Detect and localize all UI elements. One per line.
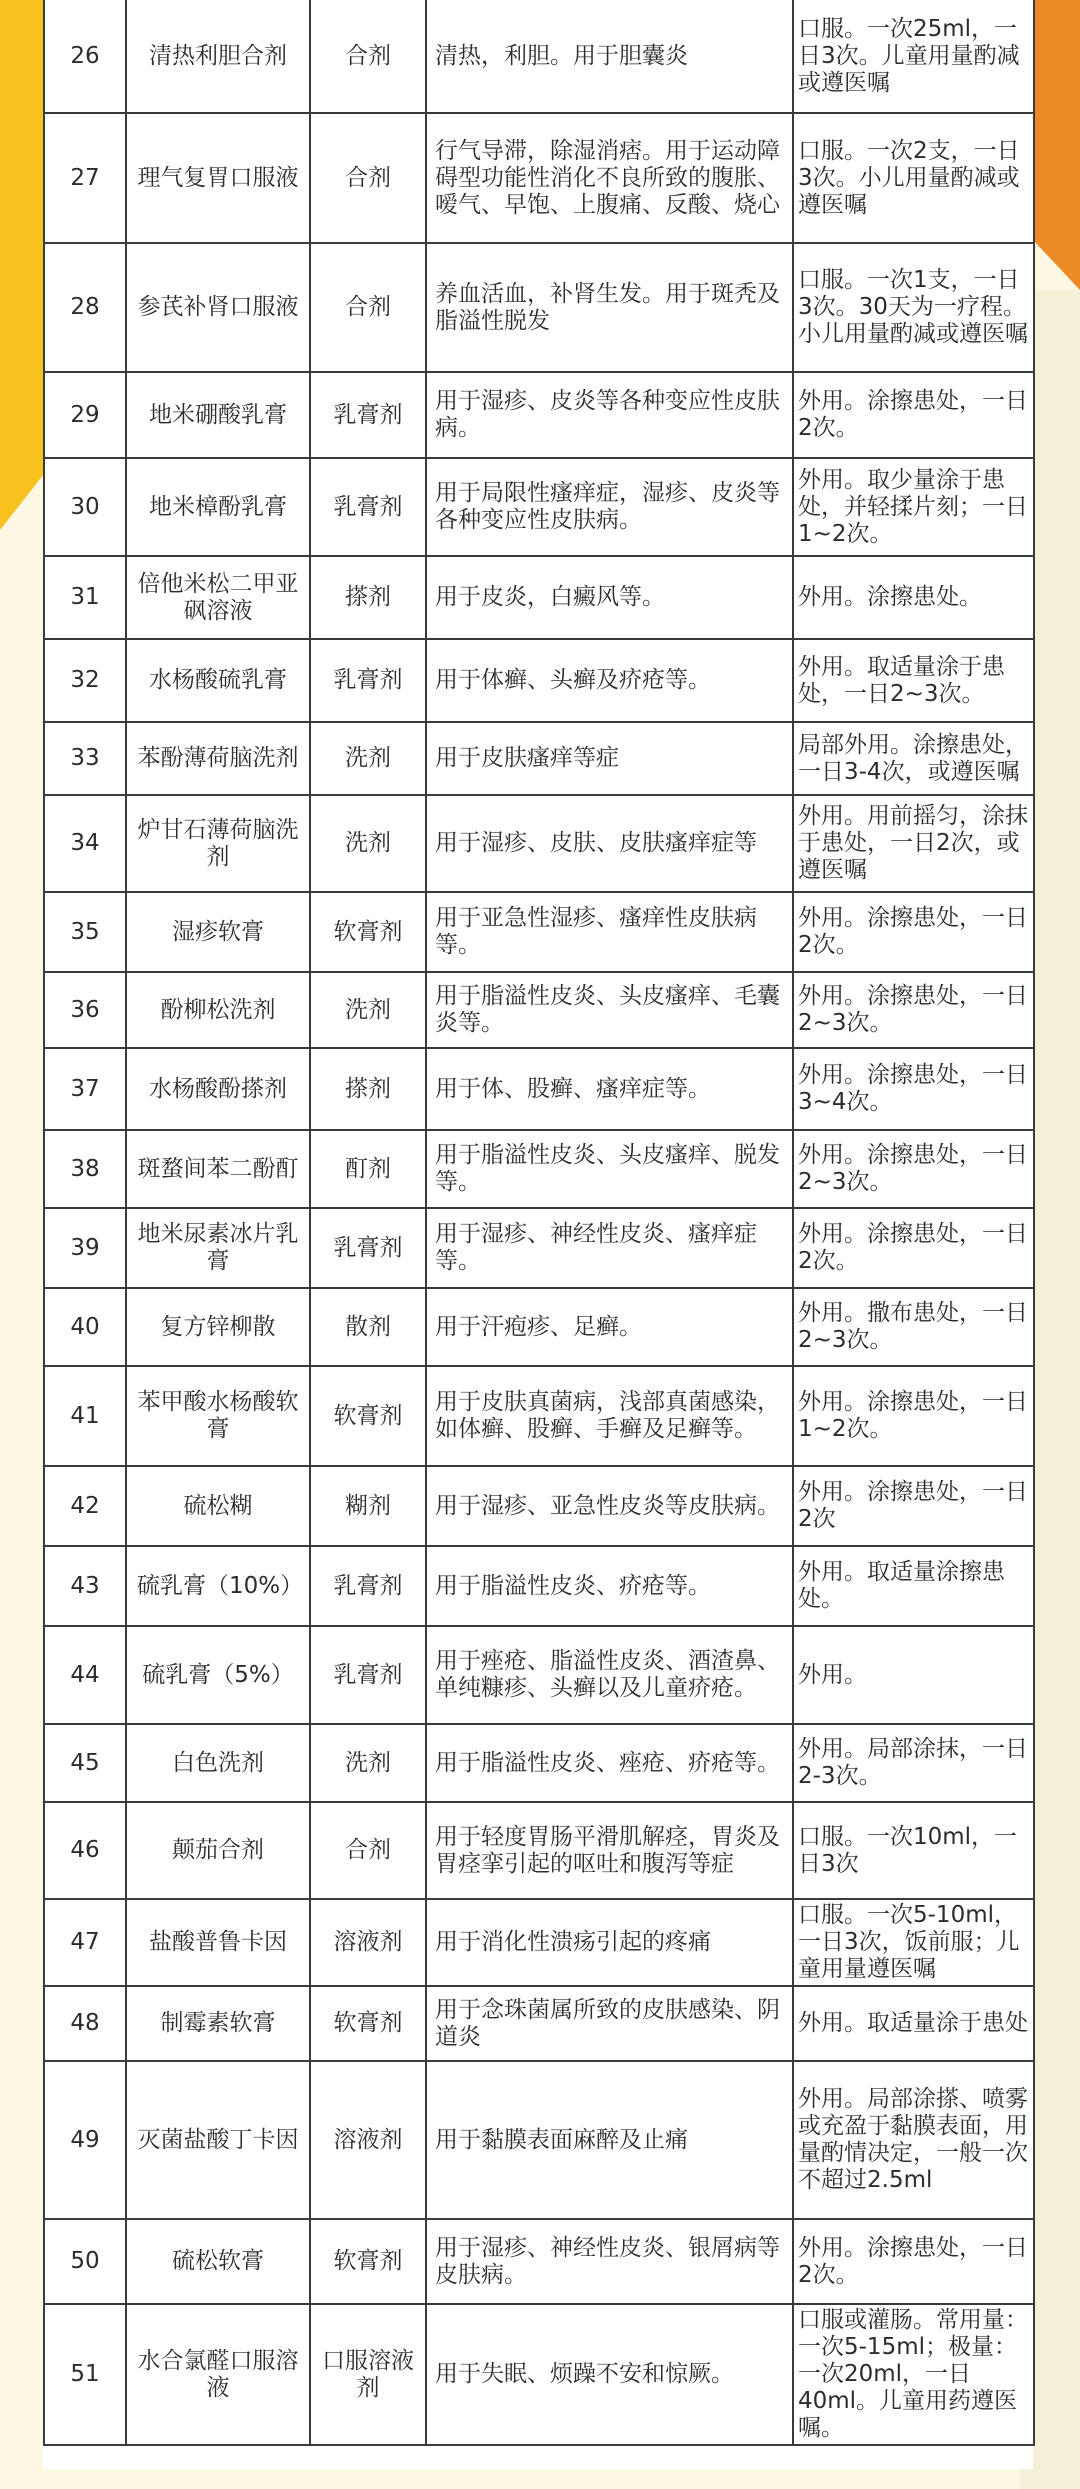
cell-no: 51 bbox=[44, 2304, 126, 2445]
cell-name: 清热利胆合剂 bbox=[126, 0, 310, 113]
cell-usage: 局部外用。涂擦患处，一日3-4次，或遵医嘱 bbox=[793, 722, 1034, 795]
cell-no: 47 bbox=[44, 1899, 126, 1986]
drug-table-sheet bbox=[43, 0, 1033, 2469]
cell-usage: 外用。涂擦患处，一日3~4次。 bbox=[793, 1048, 1034, 1130]
cell-no: 41 bbox=[44, 1366, 126, 1466]
cell-no: 31 bbox=[44, 556, 126, 639]
cell-form: 合剂 bbox=[310, 1802, 426, 1899]
cell-form: 软膏剂 bbox=[310, 1366, 426, 1466]
cell-use: 用于脂溢性皮炎、头皮瘙痒、脱发等。 bbox=[426, 1130, 793, 1208]
cell-form: 溶液剂 bbox=[310, 1899, 426, 1986]
cell-use: 用于体癣、头癣及疥疮等。 bbox=[426, 639, 793, 722]
cell-use: 用于脂溢性皮炎、疥疮等。 bbox=[426, 1546, 793, 1626]
cell-form: 糊剂 bbox=[310, 1466, 426, 1546]
cell-form: 乳膏剂 bbox=[310, 1546, 426, 1626]
cell-usage: 外用。取适量涂于患处，一日2~3次。 bbox=[793, 639, 1034, 722]
cell-usage: 外用。涂擦患处，一日2次。 bbox=[793, 1208, 1034, 1288]
table-row bbox=[44, 113, 1034, 243]
table-row bbox=[44, 458, 1034, 556]
cell-use: 用于脂溢性皮炎、头皮瘙痒、毛囊炎等。 bbox=[426, 972, 793, 1048]
cell-form: 搽剂 bbox=[310, 556, 426, 639]
table-row bbox=[44, 1466, 1034, 1546]
table-row bbox=[44, 1048, 1034, 1130]
cell-form: 洗剂 bbox=[310, 1724, 426, 1802]
cell-usage: 外用。涂擦患处，一日1~2次。 bbox=[793, 1366, 1034, 1466]
cell-use: 用于局限性瘙痒症，湿疹、皮炎等各种变应性皮肤病。 bbox=[426, 458, 793, 556]
table-row bbox=[44, 1802, 1034, 1899]
table-row bbox=[44, 1899, 1034, 1986]
table-row bbox=[44, 1986, 1034, 2061]
cell-use: 行气导滞，除湿消痞。用于运动障碍型功能性消化不良所致的腹胀、嗳气、早饱、上腹痛、反酸、烧心 bbox=[426, 113, 793, 243]
drug-table-body bbox=[44, 0, 1034, 2445]
cell-no: 34 bbox=[44, 795, 126, 892]
cell-usage: 外用。取少量涂于患处，并轻揉片刻；一日1~2次。 bbox=[793, 458, 1034, 556]
table-row bbox=[44, 795, 1034, 892]
cell-no: 28 bbox=[44, 243, 126, 372]
cell-usage: 口服。一次5-10ml，一日3次，饭前服；儿童用量遵医嘱 bbox=[793, 1899, 1034, 1986]
cell-no: 32 bbox=[44, 639, 126, 722]
cell-usage: 外用。用前摇匀，涂抹于患处，一日2次，或遵医嘱 bbox=[793, 795, 1034, 892]
table-row bbox=[44, 892, 1034, 972]
cell-use: 用于汗疱疹、足癣。 bbox=[426, 1288, 793, 1366]
cell-name: 参芪补肾口服液 bbox=[126, 243, 310, 372]
cell-form: 乳膏剂 bbox=[310, 639, 426, 722]
cell-no: 48 bbox=[44, 1986, 126, 2061]
cell-use: 用于轻度胃肠平滑肌解痉，胃炎及胃痉挛引起的呕吐和腹泻等症 bbox=[426, 1802, 793, 1899]
cell-use: 用于皮肤瘙痒等症 bbox=[426, 722, 793, 795]
cell-no: 29 bbox=[44, 372, 126, 458]
cell-name: 盐酸普鲁卡因 bbox=[126, 1899, 310, 1986]
cell-no: 36 bbox=[44, 972, 126, 1048]
cell-usage: 外用。撒布患处，一日2~3次。 bbox=[793, 1288, 1034, 1366]
cell-no: 46 bbox=[44, 1802, 126, 1899]
cell-name: 炉甘石薄荷脑洗剂 bbox=[126, 795, 310, 892]
cell-no: 37 bbox=[44, 1048, 126, 1130]
cell-usage: 外用。 bbox=[793, 1626, 1034, 1724]
cell-form: 洗剂 bbox=[310, 722, 426, 795]
cell-name: 地米尿素冰片乳膏 bbox=[126, 1208, 310, 1288]
cell-usage: 外用。涂擦患处，一日2~3次。 bbox=[793, 972, 1034, 1048]
cell-no: 44 bbox=[44, 1626, 126, 1724]
cell-name: 倍他米松二甲亚砜溶液 bbox=[126, 556, 310, 639]
table-row bbox=[44, 243, 1034, 372]
table-row bbox=[44, 1130, 1034, 1208]
cell-no: 30 bbox=[44, 458, 126, 556]
cell-name: 硫松糊 bbox=[126, 1466, 310, 1546]
cell-no: 40 bbox=[44, 1288, 126, 1366]
cell-use: 用于失眠、烦躁不安和惊厥。 bbox=[426, 2304, 793, 2445]
cell-usage: 外用。涂擦患处，一日2~3次。 bbox=[793, 1130, 1034, 1208]
cell-name: 酚柳松洗剂 bbox=[126, 972, 310, 1048]
cell-form: 洗剂 bbox=[310, 972, 426, 1048]
cell-form: 合剂 bbox=[310, 0, 426, 113]
cell-name: 硫乳膏（5%） bbox=[126, 1626, 310, 1724]
cell-form: 软膏剂 bbox=[310, 1986, 426, 2061]
cell-usage: 口服。一次1支，一日3次。30天为一疗程。小儿用量酌减或遵医嘱 bbox=[793, 243, 1034, 372]
cell-name: 颠茄合剂 bbox=[126, 1802, 310, 1899]
cell-use: 用于亚急性湿疹、瘙痒性皮肤病等。 bbox=[426, 892, 793, 972]
cell-use: 用于皮炎，白癜风等。 bbox=[426, 556, 793, 639]
cell-form: 合剂 bbox=[310, 243, 426, 372]
cell-use: 用于脂溢性皮炎、痤疮、疥疮等。 bbox=[426, 1724, 793, 1802]
cell-name: 硫松软膏 bbox=[126, 2219, 310, 2304]
table-row bbox=[44, 972, 1034, 1048]
table-row bbox=[44, 2061, 1034, 2219]
cell-name: 复方锌柳散 bbox=[126, 1288, 310, 1366]
cell-name: 硫乳膏（10%） bbox=[126, 1546, 310, 1626]
cell-no: 49 bbox=[44, 2061, 126, 2219]
cell-usage: 外用。涂擦患处，一日2次。 bbox=[793, 372, 1034, 458]
cell-form: 搽剂 bbox=[310, 1048, 426, 1130]
cell-name: 斑蝥间苯二酚酊 bbox=[126, 1130, 310, 1208]
cell-no: 43 bbox=[44, 1546, 126, 1626]
cell-name: 理气复胃口服液 bbox=[126, 113, 310, 243]
cell-name: 水杨酸硫乳膏 bbox=[126, 639, 310, 722]
cell-form: 软膏剂 bbox=[310, 892, 426, 972]
table-row bbox=[44, 1626, 1034, 1724]
cell-no: 26 bbox=[44, 0, 126, 113]
cell-form: 溶液剂 bbox=[310, 2061, 426, 2219]
drug-table bbox=[43, 0, 1035, 2446]
cell-form: 散剂 bbox=[310, 1288, 426, 1366]
cell-usage: 外用。涂擦患处，一日2次。 bbox=[793, 892, 1034, 972]
cell-no: 33 bbox=[44, 722, 126, 795]
cell-usage: 外用。涂擦患处。 bbox=[793, 556, 1034, 639]
cell-name: 地米樟酚乳膏 bbox=[126, 458, 310, 556]
cell-no: 39 bbox=[44, 1208, 126, 1288]
table-row bbox=[44, 372, 1034, 458]
cell-use: 养血活血，补肾生发。用于斑秃及脂溢性脱发 bbox=[426, 243, 793, 372]
cell-usage: 口服。一次25ml，一日3次。儿童用量酌减或遵医嘱 bbox=[793, 0, 1034, 113]
table-row bbox=[44, 1208, 1034, 1288]
cell-use: 用于皮肤真菌病，浅部真菌感染，如体癣、股癣、手癣及足癣等。 bbox=[426, 1366, 793, 1466]
cell-use: 用于湿疹、亚急性皮炎等皮肤病。 bbox=[426, 1466, 793, 1546]
cell-form: 合剂 bbox=[310, 113, 426, 243]
table-row bbox=[44, 2304, 1034, 2445]
cell-no: 38 bbox=[44, 1130, 126, 1208]
cell-usage: 口服。一次10ml，一日3次 bbox=[793, 1802, 1034, 1899]
cell-form: 乳膏剂 bbox=[310, 1626, 426, 1724]
cell-form: 口服溶液剂 bbox=[310, 2304, 426, 2445]
cell-form: 乳膏剂 bbox=[310, 458, 426, 556]
cell-form: 乳膏剂 bbox=[310, 372, 426, 458]
cell-name: 制霉素软膏 bbox=[126, 1986, 310, 2061]
table-row bbox=[44, 722, 1034, 795]
table-row bbox=[44, 556, 1034, 639]
cell-no: 42 bbox=[44, 1466, 126, 1546]
cell-use: 用于湿疹、神经性皮炎、瘙痒症等。 bbox=[426, 1208, 793, 1288]
cell-name: 灭菌盐酸丁卡因 bbox=[126, 2061, 310, 2219]
cell-name: 水杨酸酚搽剂 bbox=[126, 1048, 310, 1130]
table-row bbox=[44, 0, 1034, 113]
cell-use: 用于体、股癣、瘙痒症等。 bbox=[426, 1048, 793, 1130]
cell-name: 苯甲酸水杨酸软膏 bbox=[126, 1366, 310, 1466]
table-row bbox=[44, 1724, 1034, 1802]
cell-use: 用于念珠菌属所致的皮肤感染、阴道炎 bbox=[426, 1986, 793, 2061]
table-row bbox=[44, 1366, 1034, 1466]
cell-name: 白色洗剂 bbox=[126, 1724, 310, 1802]
cell-usage: 外用。局部涂搽、喷雾或充盈于黏膜表面，用量酌情决定，一般一次不超过2.5ml bbox=[793, 2061, 1034, 2219]
cell-name: 地米硼酸乳膏 bbox=[126, 372, 310, 458]
cell-use: 用于湿疹、皮炎等各种变应性皮肤病。 bbox=[426, 372, 793, 458]
cell-usage: 口服。一次2支，一日3次。小儿用量酌减或遵医嘱 bbox=[793, 113, 1034, 243]
cell-name: 水合氯醛口服溶液 bbox=[126, 2304, 310, 2445]
cell-form: 软膏剂 bbox=[310, 2219, 426, 2304]
cell-use: 用于黏膜表面麻醉及止痛 bbox=[426, 2061, 793, 2219]
table-row bbox=[44, 2219, 1034, 2304]
table-row bbox=[44, 1288, 1034, 1366]
cell-usage: 外用。涂擦患处，一日2次 bbox=[793, 1466, 1034, 1546]
cell-use: 清热，利胆。用于胆囊炎 bbox=[426, 0, 793, 113]
cell-no: 35 bbox=[44, 892, 126, 972]
cell-form: 酊剂 bbox=[310, 1130, 426, 1208]
cell-form: 洗剂 bbox=[310, 795, 426, 892]
cell-usage: 外用。取适量涂于患处 bbox=[793, 1986, 1034, 2061]
cell-name: 湿疹软膏 bbox=[126, 892, 310, 972]
cell-no: 27 bbox=[44, 113, 126, 243]
table-row bbox=[44, 639, 1034, 722]
table-row bbox=[44, 1546, 1034, 1626]
cell-form: 乳膏剂 bbox=[310, 1208, 426, 1288]
cell-usage: 外用。局部涂抹，一日2-3次。 bbox=[793, 1724, 1034, 1802]
cell-usage: 口服或灌肠。常用量：一次5-15ml；极量：一次20ml，一日40ml。儿童用药遵医嘱。 bbox=[793, 2304, 1034, 2445]
cell-no: 50 bbox=[44, 2219, 126, 2304]
cell-usage: 外用。涂擦患处，一日2次。 bbox=[793, 2219, 1034, 2304]
cell-use: 用于湿疹、神经性皮炎、银屑病等皮肤病。 bbox=[426, 2219, 793, 2304]
cell-no: 45 bbox=[44, 1724, 126, 1802]
cell-use: 用于消化性溃疡引起的疼痛 bbox=[426, 1899, 793, 1986]
cell-usage: 外用。取适量涂擦患处。 bbox=[793, 1546, 1034, 1626]
cell-use: 用于痤疮、脂溢性皮炎、酒渣鼻、单纯糠疹、头癣以及儿童疥疮。 bbox=[426, 1626, 793, 1724]
cell-use: 用于湿疹、皮肤、皮肤瘙痒症等 bbox=[426, 795, 793, 892]
cell-name: 苯酚薄荷脑洗剂 bbox=[126, 722, 310, 795]
